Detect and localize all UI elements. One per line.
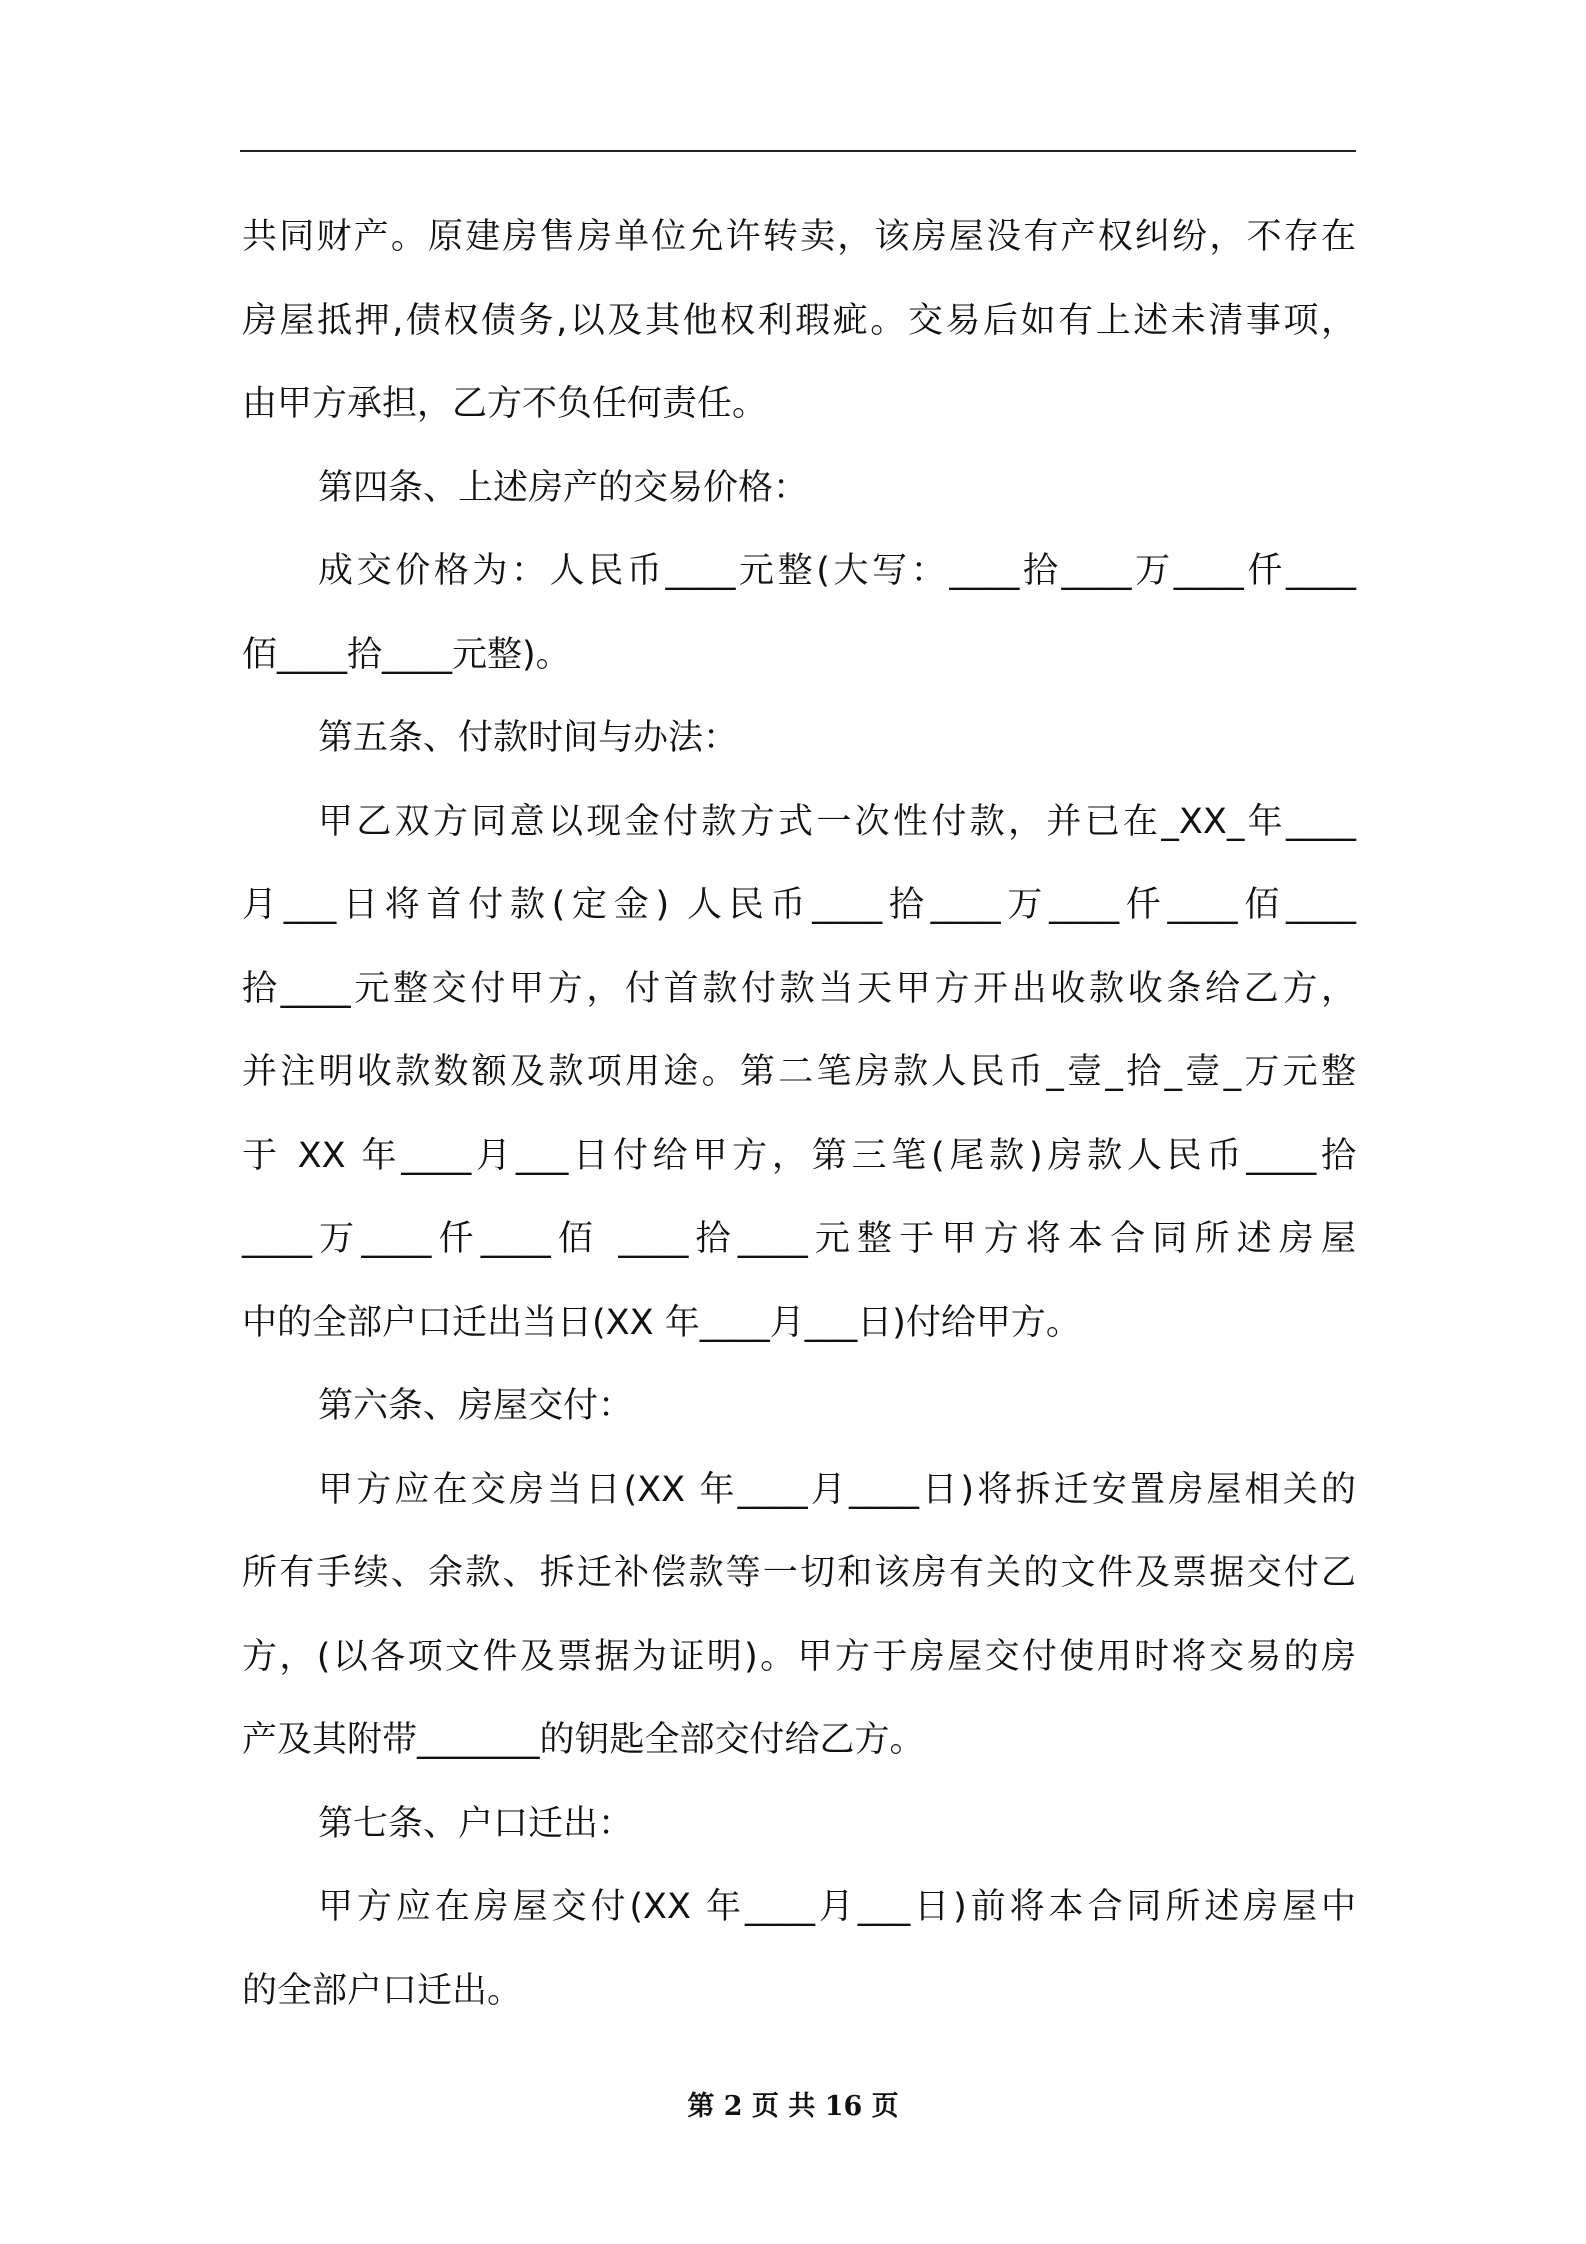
text-line: 共同财产。原建房售房单位允许转卖，该房屋没有产权纠纷，不存在 (242, 217, 1356, 257)
text-line: 于 XX 年____月___日付给甲方，第三笔(尾款)房款人民币____拾 (242, 1135, 1356, 1176)
text-line: ____万____仟____佰 ____拾____元整于甲方将本合同所述房屋 (242, 1219, 1356, 1259)
section-heading-article-5: 第五条、付款时间与办法： (318, 718, 739, 758)
section-heading-article-7: 第七条、户口迁出： (318, 1803, 634, 1844)
text-line: 中的全部户口迁出当日(XX 年____月___日)付给甲方。 (242, 1302, 1081, 1343)
header-rule (240, 150, 1356, 152)
text-line: 甲乙双方同意以现金付款方式一次性付款，并已在_XX_年____ (318, 801, 1356, 842)
text-line: 拾____元整交付甲方，付首款付款当天甲方开出收款收条给乙方， (242, 968, 1356, 1009)
text-line: 房屋抵押,债权债务,以及其他权利瑕疵。交易后如有上述未清事项， (242, 300, 1356, 341)
page-number-footer: 第 2 页 共 16 页 (687, 2091, 899, 2122)
text-line: 月___日将首付款(定金) 人民币____拾____万____仟____佰____ (242, 885, 1356, 925)
text-line: 所有手续、余款、拆迁补偿款等一切和该房有关的文件及票据交付乙 (242, 1553, 1356, 1593)
text-line: 并注明收款数额及款项用途。第二笔房款人民币_壹_拾_壹_万元整 (242, 1052, 1356, 1092)
text-line: 产及其附带_______的钥匙全部交付给乙方。 (242, 1720, 925, 1760)
text-line: 的全部户口迁出。 (242, 1970, 523, 2011)
document-body (242, 196, 1356, 2033)
text-line: 由甲方承担，乙方不负任何责任。 (242, 384, 768, 424)
text-line: 成交价格为：人民币____元整(大写：____拾____万____仟____ (318, 551, 1356, 591)
section-heading-article-4: 第四条、上述房产的交易价格： (318, 467, 809, 508)
text-line: 甲方应在房屋交付(XX 年____月___日)前将本合同所述房屋中 (318, 1887, 1356, 1927)
section-heading-article-6: 第六条、房屋交付： (318, 1386, 634, 1426)
text-line: 方，(以各项文件及票据为证明)。甲方于房屋交付使用时将交易的房 (242, 1636, 1356, 1677)
text-line: 甲方应在交房当日(XX 年____月____日)将拆迁安置房屋相关的 (318, 1469, 1356, 1510)
text-line: 佰____拾____元整)。 (242, 634, 571, 675)
